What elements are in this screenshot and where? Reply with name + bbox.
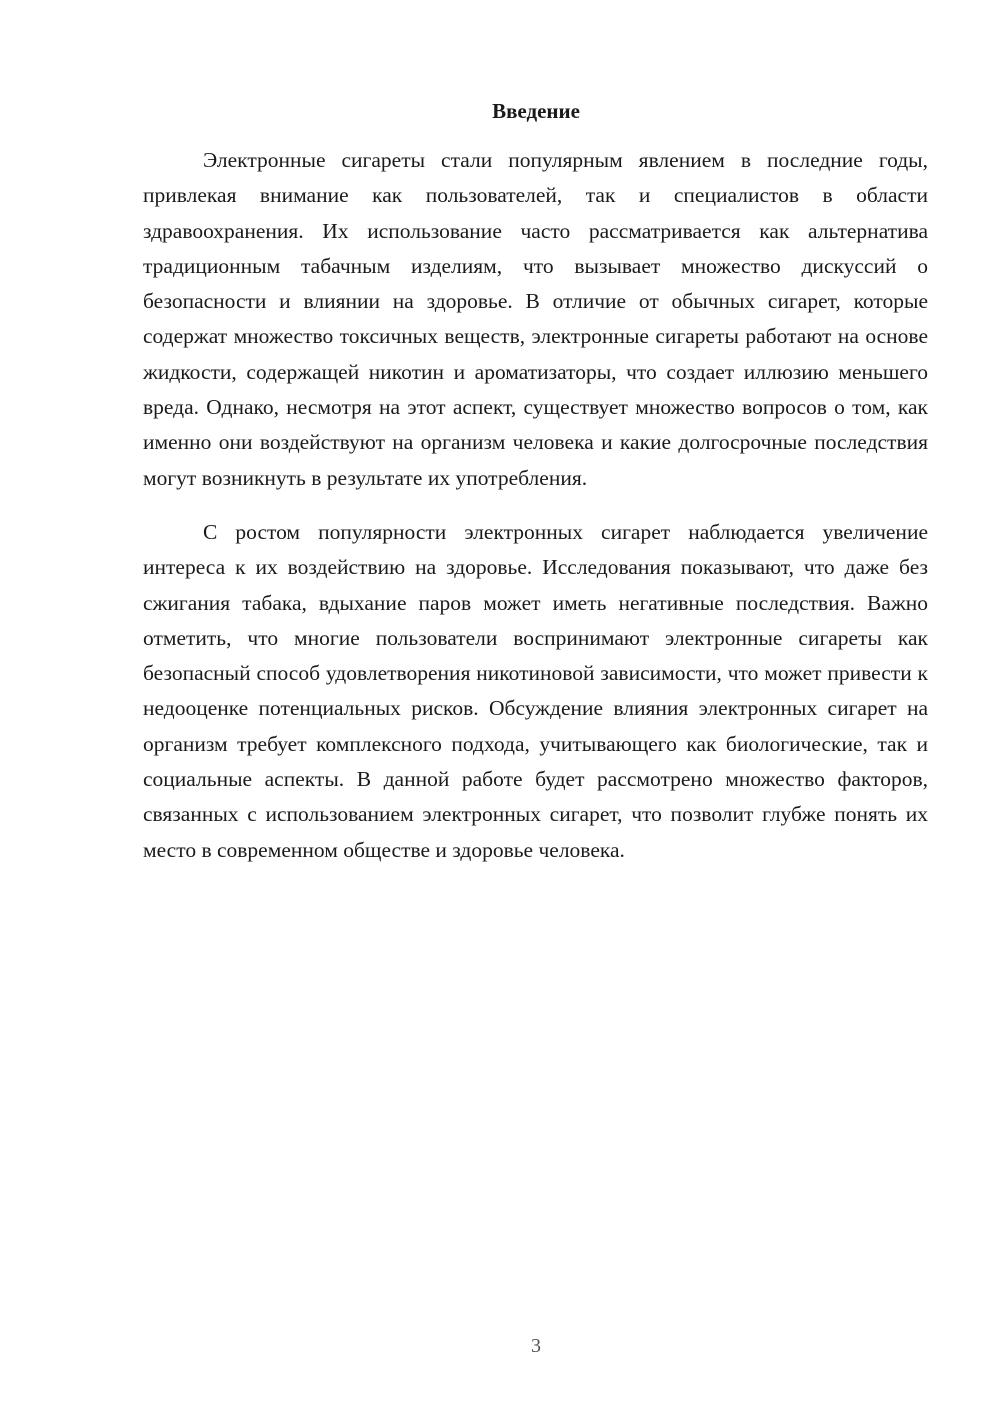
section-heading: Введение	[492, 99, 580, 123]
paragraph-2: С ростом популярности электронных сигарет наблюдается увеличение интереса к их воздействию на здоровье. Исследования показывают, что даже без сжигания табака, вдыхание паров может иметь негативные последствия. Важно отметить, что многие пользователи воспринимают электронные сигареты как безопасный способ удовлетворения никотиновой зависимости, что может привести к недооценке потенциальных рисков. Обсуждение влияния электронных сигарет на организм требует комплексного подхода, учитывающего как биологические, так и социальные аспекты. В данной работе будет рассмотрено множество факторов, связанных с использованием электронных сигарет, что позволит глубже понять их место в современном обществе и здоровье человека.	[143, 519, 928, 862]
page-number: 3	[531, 1335, 541, 1357]
body-text	[143, 143, 928, 868]
paragraph-1: Электронные сигареты стали популярным явлением в последние годы, привлекая внимание как пользователей, так и специалистов в области здравоохранения. Их использование часто рассматривается как альтернатива традиционным табачным изделиям, что вызывает множество дискуссий о безопасности и влиянии на здоровье. В отличие от обычных сигарет, которые содержат множество токсичных веществ, электронные сигареты работают на основе жидкости, содержащей никотин и ароматизаторы, что создает иллюзию меньшего вреда. Однако, несмотря на этот аспект, существует множество вопросов о том, как именно они воздействуют на организм человека и какие долгосрочные последствия могут возникнуть в результате их употребления.	[143, 148, 928, 490]
